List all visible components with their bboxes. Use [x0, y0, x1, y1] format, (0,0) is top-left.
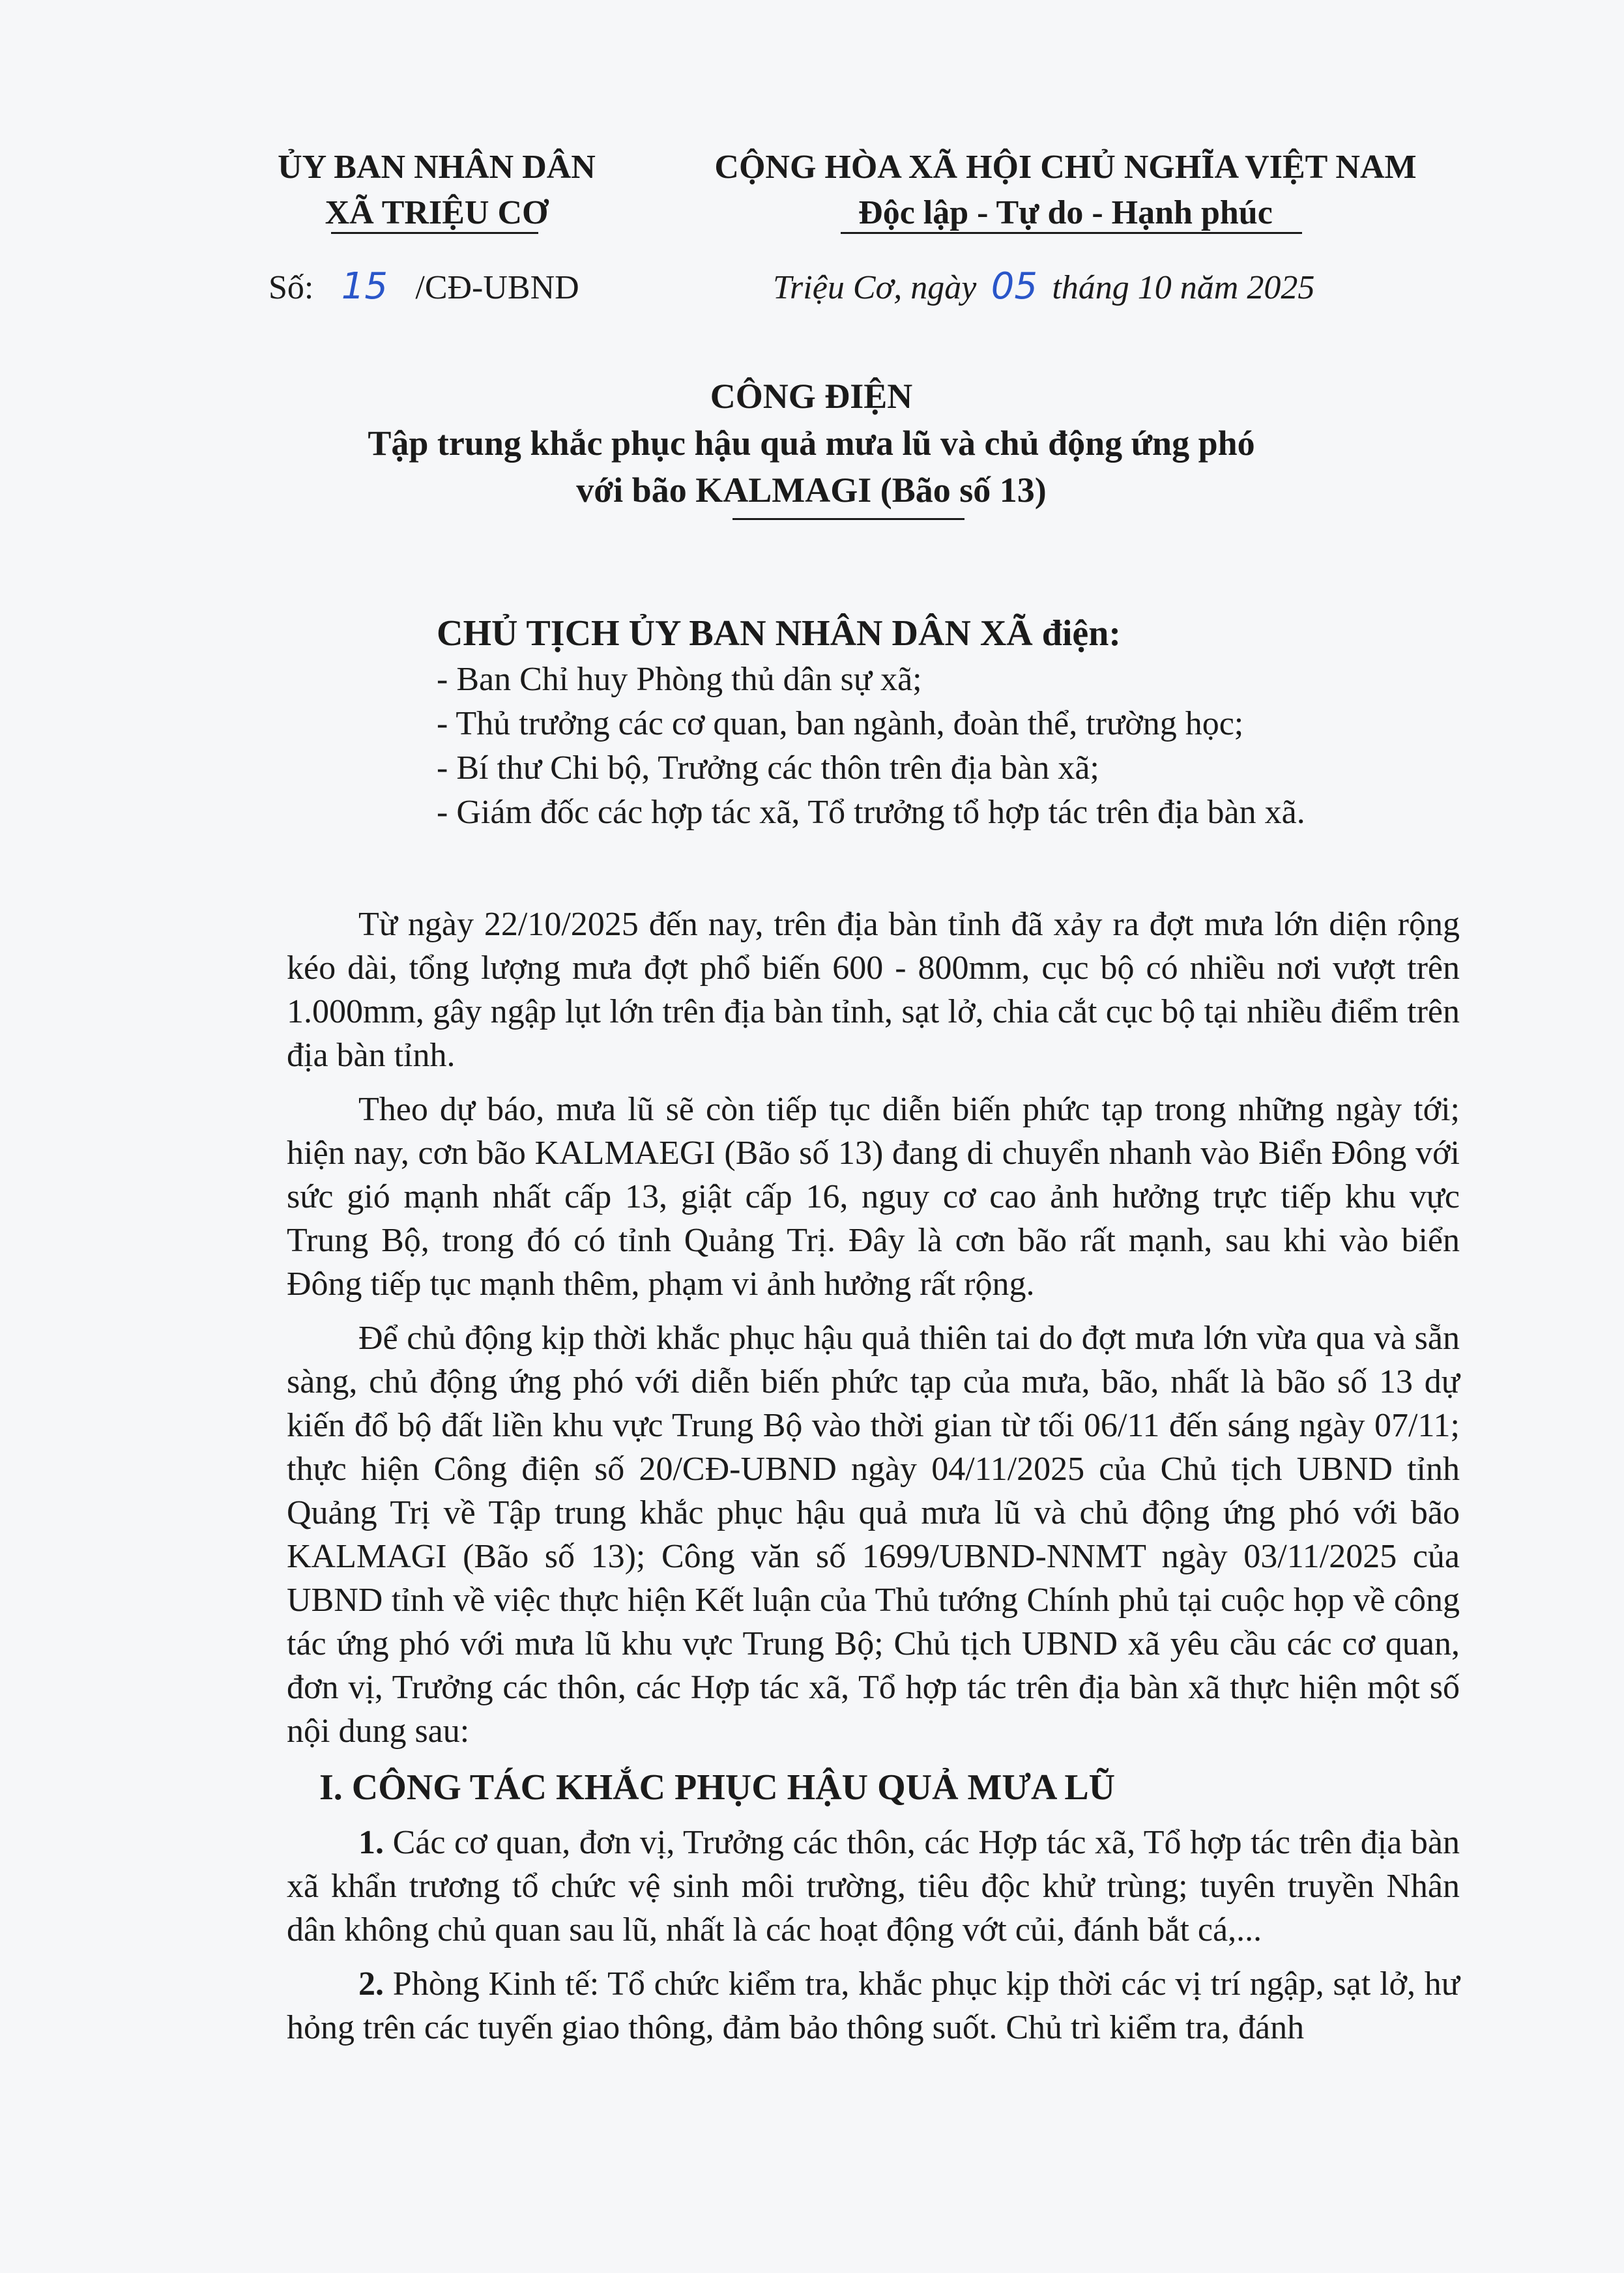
issuer-line-2: XÃ TRIỆU CƠ — [325, 194, 549, 231]
national-title: CỘNG HÒA XÃ HỘI CHỦ NGHĨA VIỆT NAM — [714, 149, 1417, 186]
handwritten-day: 05 — [991, 265, 1037, 308]
issuer-block — [248, 145, 626, 236]
item-2 — [287, 1962, 1460, 2049]
addressees — [437, 609, 1479, 835]
title-underline — [732, 518, 964, 520]
paragraph-3: Để chủ động kịp thời khắc phục hậu quả thiên tai do đợt mưa lớn vừa qua và sẵn sàng, chủ động ứng phó với diễn biến phức tạp của mưa, bão, nhất là bão số 13 dự kiến đổ bộ đất liền khu vực Trung Bộ vào thời gian từ tối 06/11 đến sáng ngày 07/11; thực hiện Công điện số 20/CĐ-UBND ngày 04/11/2025 của Chủ tịch UBND tỉnh Quảng Trị về Tập trung khắc phục hậu quả mưa lũ và chủ động ứng phó với bão KALMAGI (Bão số 13); Công văn số 1699/UBND-NNMT ngày 03/11/2025 của UBND tỉnh về việc thực hiện Kết luận của Thủ tướng Chính phủ tại cuộc họp về công tác ứng phó với mưa lũ khu vực Trung Bộ; Chủ tịch UBND xã yêu cầu các cơ quan, đơn vị, Trưởng các thôn, các Hợp tác xã, Tổ hợp tác trên địa bàn xã thực hiện một số nội dung sau: — [287, 1320, 1460, 1750]
national-motto: Độc lập - Tự do - Hạnh phúc — [858, 194, 1273, 231]
item-1-text: Các cơ quan, đơn vị, Trưởng các thôn, các Hợp tác xã, Tổ hợp tác trên địa bàn xã khẩn trương tổ chức vệ sinh môi trường, tiêu độc khử trùng; tuyên truyền Nhân dân không chủ quan sau lũ, nhất là các hoạt động vớt củi, đánh bắt cá,... — [287, 1824, 1460, 1948]
motto-underline — [841, 232, 1302, 234]
national-motto-block — [678, 145, 1453, 236]
issuer-underline — [331, 232, 538, 234]
paragraph-2: Theo dự báo, mưa lũ sẽ còn tiếp tục diễn biến phức tạp trong những ngày tới; hiện nay, cơn bão KALMAEGI (Bão số 13) đang di chuyển nhanh vào Biển Đông với sức gió mạnh nhất cấp 13, giật cấp 16, nguy cơ cao ảnh hưởng trực tiếp khu vực Trung Bộ, trong đó có tỉnh Quảng Trị. Đây là cơn bão rất mạnh, sau khi vào biển Đông tiếp tục mạnh thêm, phạm vi ảnh hưởng rất rộng. — [287, 1091, 1460, 1303]
issuer-line-1: ỦY BAN NHÂN DÂN — [278, 149, 596, 186]
number-label: Số: — [268, 269, 314, 306]
addressee-item: - Giám đốc các hợp tác xã, Tổ trưởng tổ hợp tác trên địa bàn xã. — [437, 794, 1305, 831]
item-1 — [287, 1821, 1460, 1952]
handwritten-number: 15 — [341, 265, 388, 308]
date-prefix: Triệu Cơ, ngày — [773, 269, 977, 306]
addressee-item: - Thủ trưởng các cơ quan, ban ngành, đoàn thể, trường học; — [437, 705, 1244, 742]
item-2-text: Phòng Kinh tế: Tổ chức kiểm tra, khắc phục kịp thời các vị trí ngập, sạt lở, hư hỏng trên các tuyến giao thông, đảm bảo thông suốt. Chủ trì kiểm tra, đánh — [287, 1965, 1460, 2046]
item-2-number: 2. — [358, 1965, 384, 2003]
document-body — [287, 903, 1460, 2060]
date-suffix: tháng 10 năm 2025 — [1052, 269, 1315, 306]
addressee-item: - Bí thư Chi bộ, Trưởng các thôn trên địa bàn xã; — [437, 749, 1099, 787]
paragraph-1: Từ ngày 22/10/2025 đến nay, trên địa bàn tỉnh đã xảy ra đợt mưa lớn diện rộng kéo dài, tổng lượng mưa đợt phổ biến 600 - 800mm, cục bộ có nhiều nơi vượt trên 1.000mm, gây ngập lụt lớn trên địa bàn tỉnh, sạt lở, chia cắt cục bộ tại nhiều điểm trên địa bàn tỉnh. — [287, 906, 1460, 1074]
title-line-1: CÔNG ĐIỆN — [710, 377, 913, 416]
document-title — [248, 373, 1375, 514]
section-heading-1: I. CÔNG TÁC KHẮC PHỤC HẬU QUẢ MƯA LŨ — [319, 1767, 1116, 1808]
addressee-item: - Ban Chỉ huy Phòng thủ dân sự xã; — [437, 661, 922, 698]
document-number — [268, 264, 579, 311]
document-date — [773, 264, 1314, 311]
addressees-lead: CHỦ TỊCH ỦY BAN NHÂN DÂN XÃ điện: — [437, 613, 1122, 654]
title-line-2: Tập trung khắc phục hậu quả mưa lũ và chủ động ứng phó — [368, 424, 1255, 463]
number-suffix: /CĐ-UBND — [415, 269, 579, 306]
item-1-number: 1. — [358, 1824, 384, 1861]
title-line-3: với bão KALMAGI (Bão số 13) — [576, 471, 1047, 510]
